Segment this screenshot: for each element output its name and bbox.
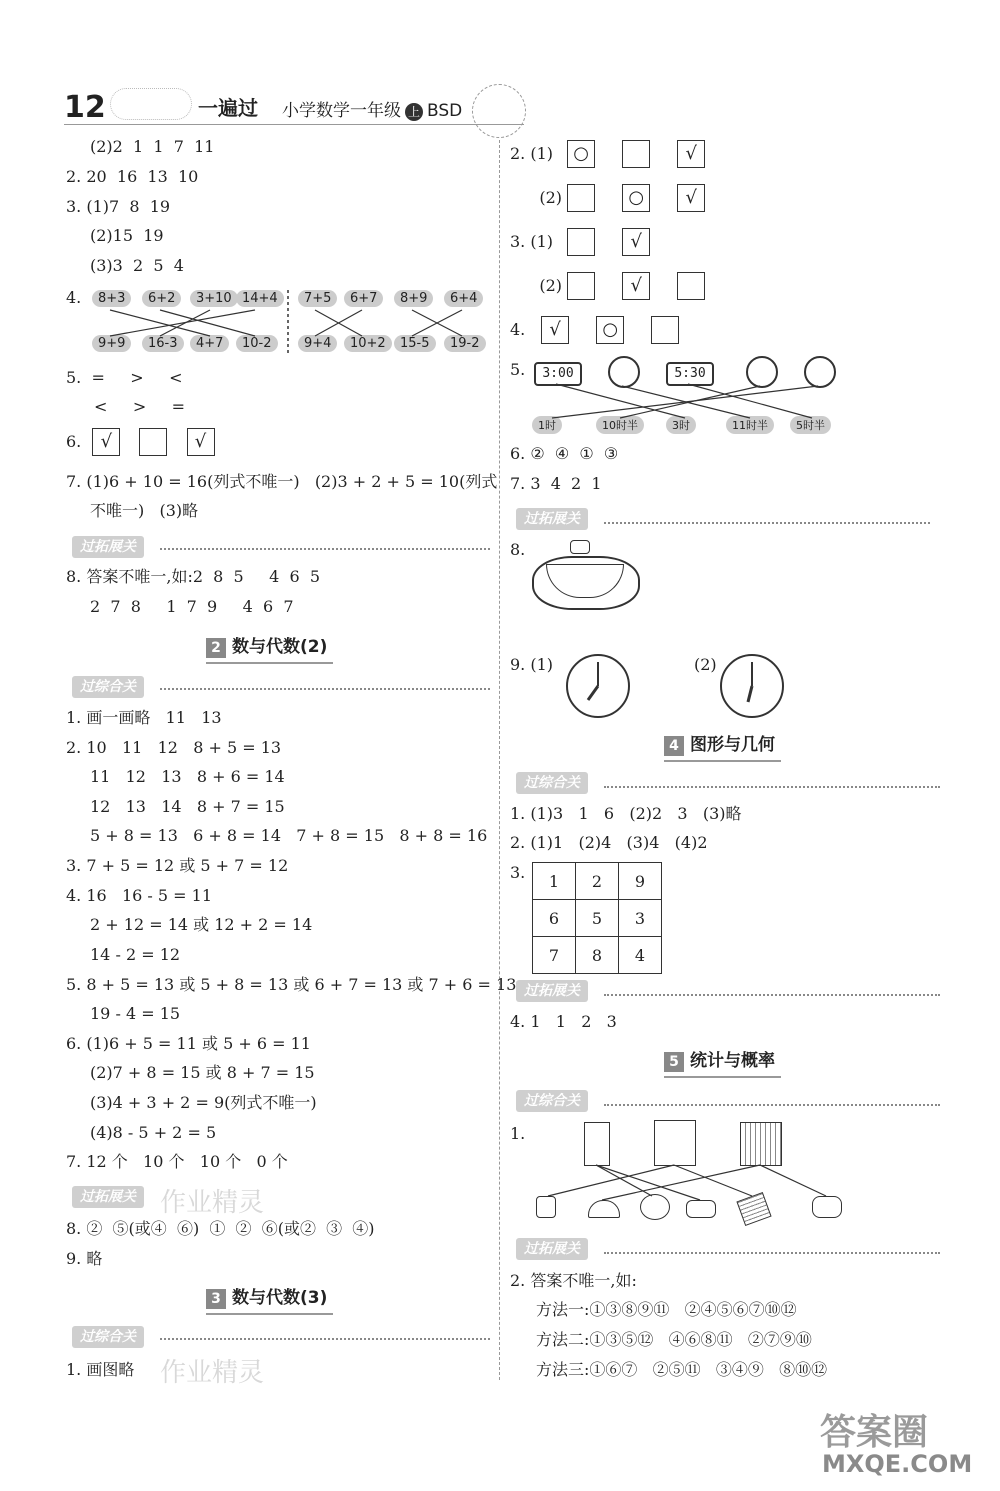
answer-line: (2)7 + 8 = 15 或 8 + 7 = 15 <box>90 1063 315 1082</box>
answer-line: (2)2 1 1 7 11 <box>90 137 215 156</box>
q4-label: 4. <box>66 288 82 307</box>
answer-line: 7. 12 个 10 个 10 个 0 个 <box>66 1152 288 1171</box>
section-number: 3 <box>206 1289 226 1309</box>
answer-line: 3. (1)7 8 19 <box>66 197 171 216</box>
q9-label: 9. (1) <box>510 655 554 674</box>
section-band-tuozhan: 过拓展关 <box>72 1186 144 1208</box>
q-label: (2) <box>539 187 562 207</box>
answer-line: (3)3 2 5 4 <box>90 256 184 275</box>
answer-box: ○ <box>596 316 624 344</box>
grid-cell: 7 <box>533 937 576 974</box>
q4-top-pill: 7+5 <box>298 290 337 307</box>
answer-box: √ <box>541 316 569 344</box>
page-number: 12 <box>64 90 106 125</box>
digital-clock: 3:00 <box>534 362 582 386</box>
watermark-left: 作业精灵 <box>160 1358 265 1388</box>
section-title-text: 数与代数(2) <box>232 637 328 657</box>
grid-cell: 5 <box>576 900 619 937</box>
answer-line: 方法三:①⑥⑦ ②⑤⑪ ③④⑨ ⑧⑩⑫ <box>536 1360 828 1379</box>
answer-line: 6. ② ④ ① ③ <box>510 444 619 463</box>
answer-line: 14 - 2 = 12 <box>90 945 181 964</box>
section-title-3 <box>206 1283 333 1315</box>
answer-line: 方法一:①③⑧⑨⑪ ②④⑤⑥⑦⑩⑫ <box>536 1300 797 1319</box>
answer-box: ○ <box>622 184 650 212</box>
time-pill: 10时半 <box>596 416 644 434</box>
answer-box: √ <box>677 140 705 168</box>
time-pill: 3时 <box>666 416 696 434</box>
answer-line: 6. (1)6 + 5 = 11 或 5 + 6 = 11 <box>66 1034 311 1053</box>
answer-line: 12 13 14 8 + 7 = 15 <box>90 797 285 816</box>
answer-line: 2. 10 11 12 8 + 5 = 13 <box>66 738 282 757</box>
grid-cell: 3 <box>619 900 662 937</box>
answer-line: (2)15 19 <box>90 226 164 245</box>
q9-label: (2) <box>694 655 717 674</box>
q-label: 4. <box>510 319 526 339</box>
answer-box: √ <box>622 272 650 300</box>
q4-bottom-pill: 15-5 <box>394 335 436 352</box>
q-label: 3. (1) <box>510 231 554 251</box>
term-badge: 上 <box>405 103 423 121</box>
grid-cell: 8 <box>576 937 619 974</box>
q8-label: 8. <box>510 540 526 559</box>
q4-bottom-pill: 19-2 <box>444 335 486 352</box>
digital-clock: 5:30 <box>666 362 714 386</box>
book-brand: 一遍过 <box>198 96 258 120</box>
q4-top-pill: 6+2 <box>142 290 181 307</box>
q4-top-pill: 8+3 <box>92 290 131 307</box>
answer-line: 2. (1)1 (2)4 (3)4 (4)2 <box>510 833 708 852</box>
answer-box: √ <box>677 184 705 212</box>
answer-line: 8. 答案不唯一,如:2 8 5 4 6 5 <box>66 567 321 586</box>
section-band-zonghe: 过综合关 <box>72 676 144 698</box>
answer-line: (4)8 - 5 + 2 = 5 <box>90 1123 217 1142</box>
answer-line: 19 - 4 = 15 <box>90 1004 181 1023</box>
answer-box: √ <box>622 228 650 256</box>
section-band-zonghe: 过综合关 <box>516 772 588 794</box>
grid-cell: 6 <box>533 900 576 937</box>
answer-line: 不唯一) (3)略 <box>90 501 199 520</box>
q4-bottom-pill: 9+4 <box>298 335 337 352</box>
time-pill: 5时半 <box>790 416 831 434</box>
q-label: (2) <box>539 275 562 295</box>
answer-line: 9. 略 <box>66 1249 103 1268</box>
watermark-logo: 答案圈 <box>820 1412 929 1453</box>
q4-bottom-pill: 10-2 <box>236 335 278 352</box>
section-band-tuozhan: 过拓展关 <box>72 536 144 558</box>
answer-line: 7. (1)6 + 10 = 16(列式不唯一) (2)3 + 2 + 5 = 10(列式 <box>66 472 498 491</box>
answer-box: ○ <box>567 140 595 168</box>
answer-line: 3. 7 + 5 = 12 或 5 + 7 = 12 <box>66 856 289 875</box>
section-title-text: 数与代数(3) <box>232 1288 328 1308</box>
q4-top-pill: 14+4 <box>236 290 284 307</box>
answer-line: < > = <box>94 397 186 416</box>
answer-line: 5. = > < <box>66 368 183 387</box>
section-number: 5 <box>664 1052 684 1072</box>
q4-top-pill: 6+4 <box>444 290 483 307</box>
answer-line: 7. 3 4 2 1 <box>510 474 602 493</box>
q4-bottom-pill: 9+9 <box>92 335 131 352</box>
time-pill: 1时 <box>532 416 562 434</box>
band-dots <box>604 1252 940 1254</box>
section-title-text: 图形与几何 <box>690 735 775 755</box>
q5-label: 5. <box>510 360 526 379</box>
answer-line: (3)4 + 3 + 2 = 9(列式不唯一) <box>90 1093 317 1112</box>
grid-cell: 2 <box>576 863 619 900</box>
q6-label: 6. <box>66 431 82 451</box>
answer-line: 1. (1)3 1 6 (2)2 3 (3)略 <box>510 804 742 823</box>
edition: BSD <box>427 101 463 121</box>
q3-label: 3. <box>510 863 526 882</box>
answer-line: 2 7 8 1 7 9 4 6 7 <box>90 597 294 616</box>
answer-line: 8. ② ⑤(或④ ⑥) ① ② ⑥(或② ③ ④) <box>66 1219 375 1238</box>
answer-line: 11 12 13 8 + 6 = 14 <box>90 767 285 786</box>
section-number: 2 <box>206 638 226 658</box>
q4-top-pill: 8+9 <box>394 290 433 307</box>
grid-cell: 9 <box>619 863 662 900</box>
answer-line: 5 + 8 = 13 6 + 8 = 14 7 + 8 = 15 8 + 8 = 16 <box>90 826 488 845</box>
section-band-zonghe: 过综合关 <box>72 1326 144 1348</box>
grid-cell: 1 <box>533 863 576 900</box>
q4-top-pill: 6+7 <box>344 290 383 307</box>
section-title-text: 统计与概率 <box>690 1051 775 1071</box>
answer-line: 2 + 12 = 14 或 12 + 2 = 14 <box>90 915 313 934</box>
answer-line: 2. 20 16 13 10 <box>66 167 199 186</box>
answer-line: 方法二:①③⑤⑫ ④⑥⑧⑪ ②⑦⑨⑩ <box>536 1330 812 1349</box>
section-band-tuozhan: 过拓展关 <box>516 1238 588 1260</box>
answer-box: √ <box>92 428 120 456</box>
grid-cell: 4 <box>619 937 662 974</box>
answer-line: 4. 16 16 - 5 = 11 <box>66 886 213 905</box>
book-title-text: 小学数学一年级 <box>282 101 401 121</box>
band-dots <box>160 1338 490 1340</box>
q4-top-pill: 3+10 <box>190 290 238 307</box>
answer-line: 1. 画一画略 11 13 <box>66 708 222 727</box>
q4-bottom-pill: 10+2 <box>344 335 392 352</box>
answer-box: √ <box>187 428 215 456</box>
answer-line: 2. 答案不唯一,如: <box>510 1271 637 1290</box>
section-band-zonghe: 过综合关 <box>516 1090 588 1112</box>
section-band-tuozhan: 过拓展关 <box>516 508 588 530</box>
watermark-left: 作业精灵 <box>160 1188 265 1218</box>
section-band-tuozhan: 过拓展关 <box>516 980 588 1002</box>
q4-bottom-pill: 16-3 <box>142 335 184 352</box>
time-pill: 11时半 <box>726 416 774 434</box>
answer-line: 4. 1 1 2 3 <box>510 1012 617 1031</box>
answer-line: 5. 8 + 5 = 13 或 5 + 8 = 13 或 6 + 7 = 13 或 7 + 6 = 13 <box>66 975 517 994</box>
q1-label: 1. <box>510 1124 526 1143</box>
q4-bottom-pill: 4+7 <box>190 335 229 352</box>
answer-line: 1. 画图略 <box>66 1360 135 1379</box>
q-label: 2. (1) <box>510 143 554 163</box>
section-number: 4 <box>664 736 684 756</box>
watermark-site: MXQE.COM <box>822 1450 973 1478</box>
